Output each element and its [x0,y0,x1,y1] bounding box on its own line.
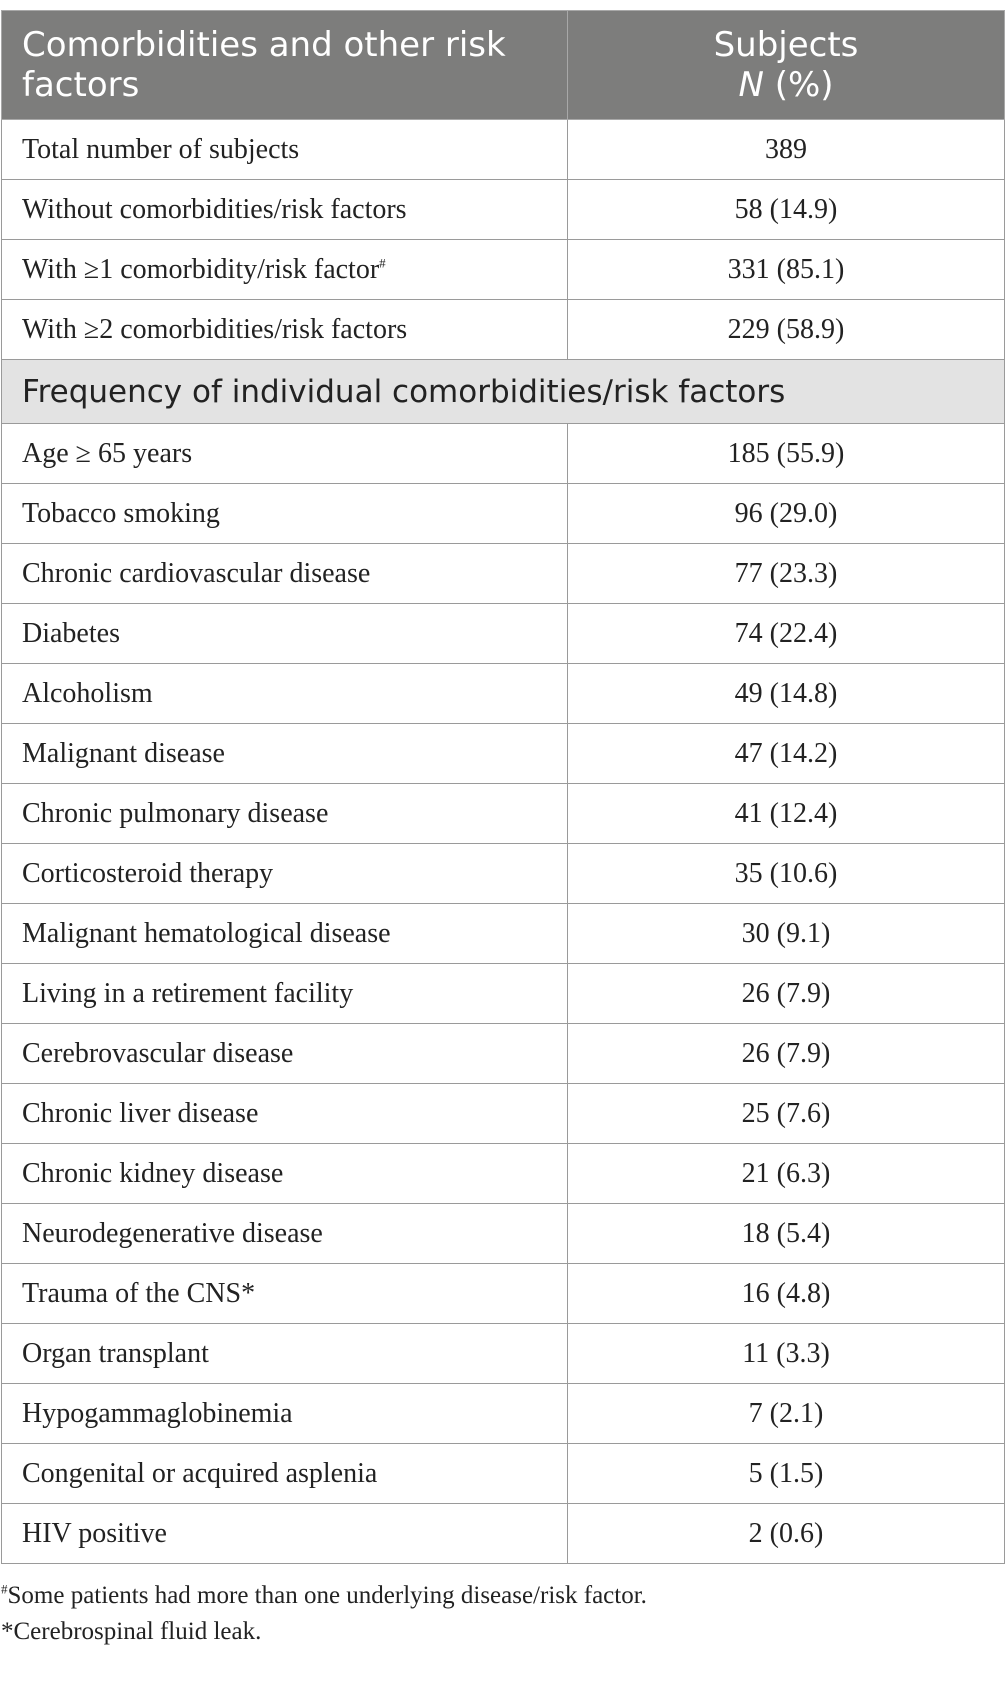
row-label: Total number of subjects [2,120,568,180]
row-value: 25 (7.6) [568,1084,1005,1144]
row-label: Age ≥ 65 years [2,424,568,484]
row-value: 229 (58.9) [568,300,1005,360]
header-pct: (%) [763,65,834,105]
footnote-2: *Cerebrospinal fluid leak. [1,1618,262,1645]
row-label: Without comorbidities/risk factors [2,180,568,240]
row-label: HIV positive [2,1504,568,1564]
row-value: 77 (23.3) [568,544,1005,604]
row-label: Organ transplant [2,1324,568,1384]
section-title: Frequency of individual comorbidities/risk factors [2,360,1005,424]
table-row [2,180,1005,240]
table-header-row [2,11,1005,120]
row-label: Hypogammaglobinemia [2,1384,568,1444]
header-subjects-label: Subjects [713,25,859,65]
table-row [2,664,1005,724]
row-value: 185 (55.9) [568,424,1005,484]
row-label: Chronic pulmonary disease [2,784,568,844]
row-value: 35 (10.6) [568,844,1005,904]
row-label: Malignant disease [2,724,568,784]
table-row [2,1084,1005,1144]
table-row [2,1504,1005,1564]
comorbidity-table-figure [0,10,1005,1650]
table-row [2,300,1005,360]
footnote-1 [1,1578,1005,1614]
section-header-row [2,360,1005,424]
row-label: With ≥1 comorbidity/risk factor# [2,240,568,300]
row-label: Chronic cardiovascular disease [2,544,568,604]
row-value: 16 (4.8) [568,1264,1005,1324]
table-row [2,1144,1005,1204]
table-row [2,424,1005,484]
row-label: Corticosteroid therapy [2,844,568,904]
table-row [2,1024,1005,1084]
row-value: 26 (7.9) [568,964,1005,1024]
row-label: Alcoholism [2,664,568,724]
row-value: 26 (7.9) [568,1024,1005,1084]
row-value: 74 (22.4) [568,604,1005,664]
table-row [2,724,1005,784]
table-row [2,964,1005,1024]
row-label: Chronic liver disease [2,1084,568,1144]
row-label: Living in a retirement facility [2,964,568,1024]
row-value: 47 (14.2) [568,724,1005,784]
footnote-mark-hash: # [379,255,386,271]
row-value: 18 (5.4) [568,1204,1005,1264]
row-label: Cerebrovascular disease [2,1024,568,1084]
table-row [2,484,1005,544]
header-n: N [738,65,764,105]
row-label: Trauma of the CNS* [2,1264,568,1324]
row-label: Congenital or acquired asplenia [2,1444,568,1504]
header-comorbidities: Comorbidities and other risk factors [2,11,568,120]
table-row [2,1384,1005,1444]
row-label: Chronic kidney disease [2,1144,568,1204]
row-label: Malignant hematological disease [2,904,568,964]
row-label: Neurodegenerative disease [2,1204,568,1264]
table-row [2,120,1005,180]
table-row [2,240,1005,300]
row-label: Diabetes [2,604,568,664]
row-value: 11 (3.3) [568,1324,1005,1384]
footnote-1-text: Some patients had more than one underlying disease/risk factor. [7,1582,647,1609]
row-value: 49 (14.8) [568,664,1005,724]
row-value: 30 (9.1) [568,904,1005,964]
row-value: 389 [568,120,1005,180]
table-row [2,1444,1005,1504]
row-value: 58 (14.9) [568,180,1005,240]
table-footnotes [0,1564,1005,1650]
table-row [2,1204,1005,1264]
row-value: 2 (0.6) [568,1504,1005,1564]
table-row [2,904,1005,964]
table-row [2,544,1005,604]
row-value: 331 (85.1) [568,240,1005,300]
row-value: 7 (2.1) [568,1384,1005,1444]
row-value: 5 (1.5) [568,1444,1005,1504]
row-label: With ≥2 comorbidities/risk factors [2,300,568,360]
table-row [2,604,1005,664]
row-label: Tobacco smoking [2,484,568,544]
table-row [2,784,1005,844]
header-subjects [568,11,1005,120]
table-row [2,844,1005,904]
footnote-1-mark: # [1,1581,8,1597]
row-value: 96 (29.0) [568,484,1005,544]
table-row [2,1264,1005,1324]
row-value: 21 (6.3) [568,1144,1005,1204]
table-row [2,1324,1005,1384]
comorbidity-table [1,10,1005,1564]
row-value: 41 (12.4) [568,784,1005,844]
